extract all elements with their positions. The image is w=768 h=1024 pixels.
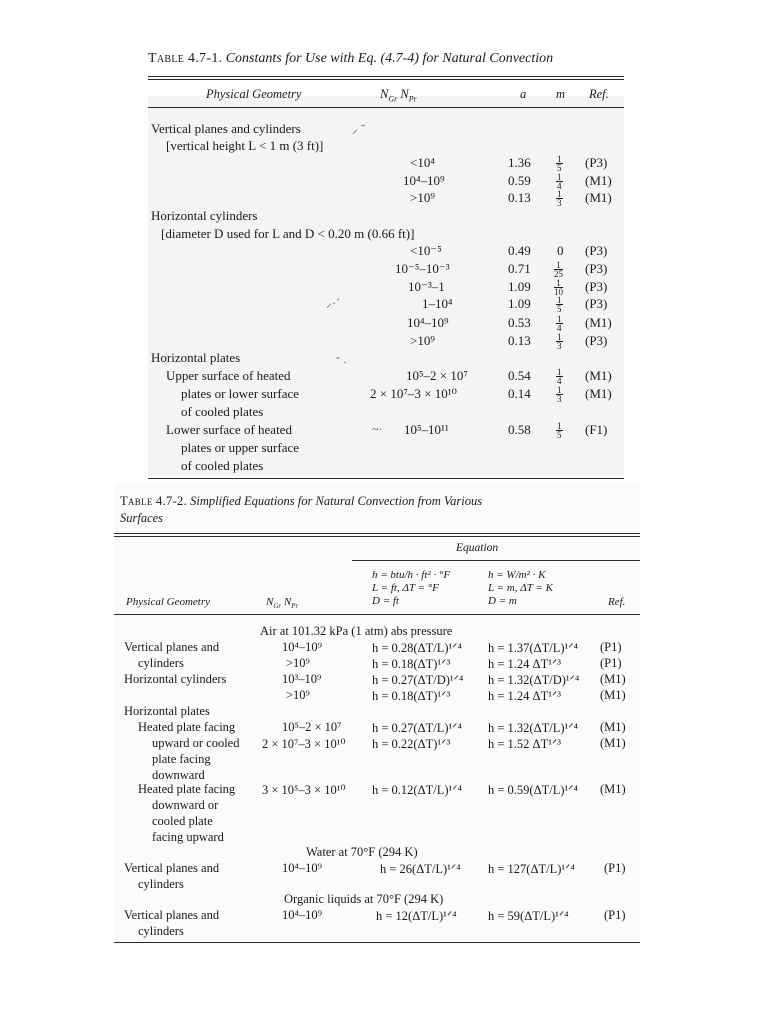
t2-water-ref: (P1): [604, 861, 626, 875]
table1-top-rule-2: [148, 79, 624, 80]
table1-caption: [148, 50, 553, 67]
t2-air-geom-1: Vertical planes and: [124, 640, 220, 654]
t1-p-a-1: 0.54: [508, 368, 531, 383]
t1-p-range-2: 2 × 10⁷–3 × 10¹⁰: [370, 386, 457, 401]
table1-header-a: a: [520, 87, 527, 101]
t1-v-a-1: 1.36: [508, 155, 531, 170]
table1-header-m: m: [556, 87, 566, 101]
t1-h-range-5: 10⁴–10⁹: [407, 315, 449, 330]
t2-plate-eqen-3: h = 0.12(ΔT/L)¹ᐟ⁴: [372, 783, 462, 797]
t2-water-geom2: cylinders: [138, 877, 184, 891]
t2-organic-heading: Organic liquids at 70°F (294 K): [284, 892, 444, 906]
t2-air-range-2: >10⁹: [286, 656, 310, 670]
units-en-2: L = ft, ΔT = °F: [372, 582, 439, 594]
table1-header-ngrnpr: $N_{Gr}$ $N_{Pr}$: [380, 87, 417, 104]
table2-caption: [120, 494, 482, 509]
t2-air-range-1: 10⁴–10⁹: [282, 640, 322, 654]
t2-col-ngrnpr: $N_{Gr}$ $N_{Pr}$: [266, 596, 299, 611]
t2-air-geom-3: Horizontal cylinders: [124, 672, 227, 686]
t1-p-m-3: $\frac{1}{5}$: [557, 421, 562, 440]
t2-air-eqen-2: h = 0.18(ΔT)¹ᐟ³: [372, 657, 451, 671]
t1-h-a-4: 1.09: [508, 296, 531, 311]
t1-h-ref-6: (P3): [585, 333, 608, 348]
scan-speck: ⸝·´: [326, 296, 340, 310]
t2-plate-geom-2: upward or cooled: [152, 736, 240, 750]
t1-h-ref-4: (P3): [585, 296, 608, 311]
units-en-1: h = btu/h · ft² · °F: [372, 569, 451, 581]
t2-plate-ref-2: (M1): [600, 736, 626, 750]
t1-lower-line3: of cooled plates: [181, 458, 264, 473]
t2-plate-eqsi-3: h = 0.59(ΔT/L)¹ᐟ⁴: [488, 783, 578, 797]
t1-h-range-2: 10⁻⁵–10⁻³: [395, 261, 450, 276]
table2-equation-header: Equation: [456, 542, 499, 554]
t2-air-ref-4: (M1): [600, 688, 626, 702]
t1-h-m-1: 0: [557, 243, 564, 258]
t1-h-a-5: 0.53: [508, 315, 531, 330]
t1-h-m-4: $\frac{1}{5}$: [557, 295, 562, 314]
t1-v-ref-1: (P3): [585, 155, 608, 170]
t1-vertical-label: Vertical planes and cylinders: [151, 121, 301, 136]
t2-air-eqen-4: h = 0.18(ΔT)¹ᐟ³: [372, 689, 451, 703]
t2-air-geom-2: cylinders: [138, 656, 184, 670]
table2-title-line2: Surfaces: [120, 511, 164, 525]
t2-air-eqsi-4: h = 1.24 ΔT¹ᐟ³: [488, 689, 562, 703]
t1-p-m-2: $\frac{1}{3}$: [557, 385, 562, 404]
t2-air-ref-1: (P1): [600, 640, 622, 654]
table2-equation-rule: [352, 560, 640, 561]
t1-h-ref-1: (P3): [585, 243, 608, 258]
t2-col-ref: Ref.: [608, 596, 626, 608]
t1-v-ref-2: (M1): [585, 173, 612, 188]
t1-v-range-1: <10⁴: [410, 155, 435, 170]
t2-water-eqen: h = 26(ΔT/L)¹ᐟ⁴: [380, 862, 461, 876]
t1-p-range-3: 10⁵–10¹¹: [404, 422, 449, 437]
t2-plate-ref-1: (M1): [600, 720, 626, 734]
t2-air-eqsi-3: h = 1.32(ΔT/D)¹ᐟ⁴: [488, 673, 580, 687]
t1-h-range-4: 1–10⁴: [422, 296, 453, 311]
t2-air-eqsi-1: h = 1.37(ΔT/L)¹ᐟ⁴: [488, 641, 578, 655]
t1-h-m-3: $\frac{1}{10}$: [554, 278, 563, 297]
t1-v-range-3: >10⁹: [410, 190, 435, 205]
t2-organic-eqsi: h = 59(ΔT/L)¹ᐟ⁴: [488, 909, 569, 923]
table1-title: Constants for Use with Eq. (4.7-4) for Natural Convection: [225, 51, 554, 66]
t2-plate-geom-extra-2: downward: [152, 768, 205, 782]
t1-v-m-3: $\frac{1}{3}$: [557, 189, 562, 208]
t1-h-range-1: <10⁻⁵: [410, 243, 442, 258]
table1-number: Table 4.7-1.: [148, 51, 223, 66]
t1-h-range-3: 10⁻³–1: [408, 279, 445, 294]
t2-plate-range-2: 2 × 10⁷–3 × 10¹⁰: [262, 737, 346, 751]
t2-air-eqsi-2: h = 1.24 ΔT¹ᐟ³: [488, 657, 562, 671]
t1-p-a-2: 0.14: [508, 386, 531, 401]
t1-v-m-2: $\frac{1}{4}$: [557, 172, 562, 191]
t1-v-ref-3: (M1): [585, 190, 612, 205]
t2-plate-eqen-2: h = 0.22(ΔT)¹ᐟ³: [372, 737, 451, 751]
scan-speck: ⸝ ˝: [352, 122, 365, 136]
t2-air-eqen-1: h = 0.28(ΔT/L)¹ᐟ⁴: [372, 641, 462, 655]
scan-speck: - ˏ: [336, 350, 347, 364]
table1-header-ref: Ref.: [589, 87, 609, 101]
t2-air-range-4: >10⁹: [286, 688, 310, 702]
t2-plate-eqen-1: h = 0.27(ΔT/L)¹ᐟ⁴: [372, 721, 462, 735]
t2-organic-eqen: h = 12(ΔT/L)¹ᐟ⁴: [376, 909, 457, 923]
t1-p-ref-1: (M1): [585, 368, 612, 383]
t1-h-a-6: 0.13: [508, 333, 531, 348]
t1-upper-line2: plates or lower surface: [181, 386, 300, 401]
t2-plate3-extra-3: facing upward: [152, 830, 224, 844]
t1-h-m-5: $\frac{1}{4}$: [557, 314, 562, 333]
t2-plates-heading: Horizontal plates: [124, 704, 210, 718]
units-si-1: h = W/m² · K: [488, 569, 546, 581]
t1-v-range-2: 10⁴–10⁹: [403, 173, 445, 188]
t2-organic-geom: Vertical planes and: [124, 908, 220, 922]
t2-plate-eqsi-2: h = 1.52 ΔT¹ᐟ³: [488, 737, 562, 751]
table2-header-rule: [114, 614, 640, 615]
table1-bottom-rule: [148, 478, 624, 479]
t1-hcyl-sublabel: [diameter D used for L and D < 0.20 m (0.66 ft)]: [161, 226, 415, 241]
t2-plate-geom-1: Heated plate facing: [138, 720, 236, 734]
t1-p-a-3: 0.58: [508, 422, 531, 437]
t2-organic-geom2: cylinders: [138, 924, 184, 938]
t2-plate-range-3: 3 × 10⁵–3 × 10¹⁰: [262, 783, 346, 797]
t2-col-geometry: Physical Geometry: [126, 596, 210, 608]
table2-top-rule-2: [114, 536, 640, 537]
t2-water-eqsi: h = 127(ΔT/L)¹ᐟ⁴: [488, 862, 575, 876]
t1-plates-label: Horizontal plates: [151, 350, 241, 365]
t1-lower-line1: Lower surface of heated: [166, 422, 292, 437]
table2-bottom-rule: [114, 942, 640, 943]
t1-h-m-2: $\frac{1}{25}$: [554, 260, 563, 279]
t1-v-m-1: $\frac{1}{5}$: [557, 154, 562, 173]
t2-air-range-3: 10³–10⁹: [282, 672, 322, 686]
units-si-3: D = m: [488, 595, 517, 607]
t1-h-a-3: 1.09: [508, 279, 531, 294]
t1-h-range-6: >10⁹: [410, 333, 435, 348]
t1-h-ref-5: (M1): [585, 315, 612, 330]
t1-upper-line1: Upper surface of heated: [166, 368, 291, 383]
t1-h-a-1: 0.49: [508, 243, 531, 258]
t1-p-m-1: $\frac{1}{4}$: [557, 367, 562, 386]
t1-p-range-1: 10⁵–2 × 10⁷: [406, 368, 468, 383]
scan-speck: ~·: [372, 422, 383, 436]
t2-air-ref-3: (M1): [600, 672, 626, 686]
t1-h-a-2: 0.71: [508, 261, 531, 276]
t1-v-a-2: 0.59: [508, 173, 531, 188]
t1-p-ref-2: (M1): [585, 386, 612, 401]
t2-organic-range: 10⁴–10⁹: [282, 908, 322, 922]
table2-top-rule: [114, 533, 640, 534]
t2-plate-geom-3: Heated plate facing: [138, 782, 236, 796]
t1-v-a-3: 0.13: [508, 190, 531, 205]
t2-plate3-extra-1: downward or: [152, 798, 219, 812]
t1-lower-line2: plates or upper surface: [181, 440, 300, 455]
t2-plate3-extra-2: cooled plate: [152, 814, 213, 828]
t1-upper-line3: of cooled plates: [181, 404, 264, 419]
t1-p-ref-3: (F1): [585, 422, 608, 437]
t2-water-heading: Water at 70°F (294 K): [306, 845, 418, 859]
t2-organic-ref: (P1): [604, 908, 626, 922]
t2-plate-eqsi-1: h = 1.32(ΔT/L)¹ᐟ⁴: [488, 721, 578, 735]
table1-header-rule: [148, 107, 624, 108]
t1-h-ref-2: (P3): [585, 261, 608, 276]
t1-h-ref-3: (P3): [585, 279, 608, 294]
t2-air-eqen-3: h = 0.27(ΔT/D)¹ᐟ⁴: [372, 673, 464, 687]
table2-number: Table 4.7-2.: [120, 494, 188, 508]
units-si-2: L = m, ΔT = K: [488, 582, 553, 594]
t1-vertical-sublabel: [vertical height L < 1 m (3 ft)]: [166, 138, 324, 153]
t2-air-ref-2: (P1): [600, 656, 622, 670]
table1-header-geometry: Physical Geometry: [206, 87, 302, 101]
t1-h-m-6: $\frac{1}{3}$: [557, 332, 562, 351]
t2-water-geom: Vertical planes and: [124, 861, 220, 875]
units-en-3: D = ft: [372, 595, 399, 607]
t2-air-heading: Air at 101.32 kPa (1 atm) abs pressure: [260, 624, 453, 638]
t2-water-range: 10⁴–10⁹: [282, 861, 322, 875]
t2-plate-ref-3: (M1): [600, 782, 626, 796]
t2-plate-range-1: 10⁵–2 × 10⁷: [282, 720, 342, 734]
table2-title-line1: Simplified Equations for Natural Convection from Various: [190, 494, 483, 508]
t2-plate-geom-extra-1: plate facing: [152, 752, 211, 766]
table1-top-rule: [148, 76, 624, 77]
t1-hcyl-label: Horizontal cylinders: [151, 208, 258, 223]
